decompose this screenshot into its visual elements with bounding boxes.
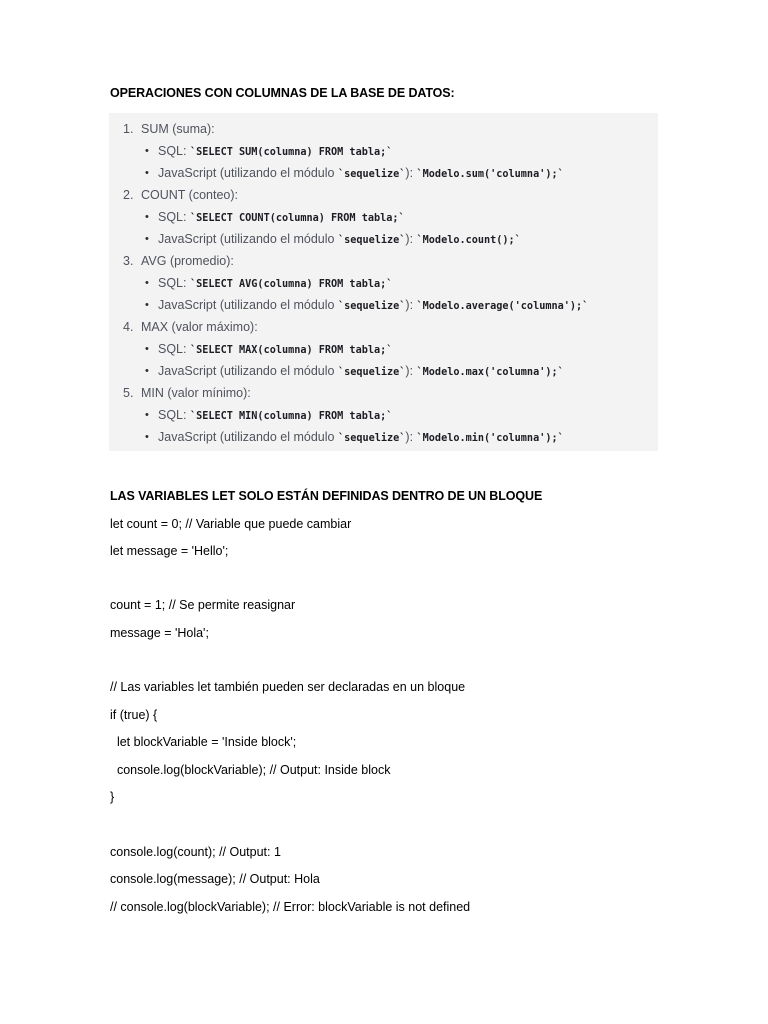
list-item-title: 1. SUM (suma): (123, 122, 215, 136)
list-item-js: • JavaScript (utilizando el módulo `sequelize`): `Modelo.average('columna');` (145, 298, 589, 312)
sql-code: `SELECT MAX(columna) FROM tabla;` (189, 345, 393, 356)
code-line: let message = 'Hello'; (110, 544, 229, 558)
section-heading-let: LAS VARIABLES LET SOLO ESTÁN DEFINIDAS DENTRO DE UN BLOQUE (110, 489, 543, 503)
code-line: // Las variables let también pueden ser declaradas en un bloque (110, 680, 466, 694)
bullet-icon: • (145, 343, 149, 355)
bullet-icon: • (145, 211, 149, 223)
list-item-js: • JavaScript (utilizando el módulo `sequelize`): `Modelo.sum('columna');` (145, 166, 564, 180)
sql-code: `SELECT COUNT(columna) FROM tabla;` (189, 213, 405, 224)
bullet-icon: • (145, 365, 149, 377)
js-code: `Modelo.max('columna');` (416, 367, 564, 378)
section-heading-operations: OPERACIONES CON COLUMNAS DE LA BASE DE DATOS: (110, 86, 455, 100)
list-item-js: • JavaScript (utilizando el módulo `sequelize`): `Modelo.count();` (145, 232, 521, 246)
sql-code: `SELECT MIN(columna) FROM tabla;` (189, 411, 393, 422)
code-line: let count = 0; // Variable que puede cambiar (110, 517, 352, 531)
bullet-icon: • (145, 299, 149, 311)
code-line: console.log(count); // Output: 1 (110, 845, 281, 859)
bullet-icon: • (145, 409, 149, 421)
list-item-title: 5. MIN (valor mínimo): (123, 386, 251, 400)
js-code: `Modelo.sum('columna');` (416, 169, 564, 180)
bullet-icon: • (145, 167, 149, 179)
operations-code-box (109, 113, 658, 451)
sql-code: `SELECT AVG(columna) FROM tabla;` (189, 279, 393, 290)
list-item-sql: • SQL: `SELECT COUNT(columna) FROM tabla;` (145, 210, 405, 224)
code-line: // console.log(blockVariable); // Error: blockVariable is not defined (110, 900, 471, 914)
bullet-icon: • (145, 145, 149, 157)
js-code: `Modelo.count();` (416, 235, 521, 246)
list-item-sql: • SQL: `SELECT MAX(columna) FROM tabla;` (145, 342, 393, 356)
bullet-icon: • (145, 431, 149, 443)
code-line: } (110, 790, 115, 804)
code-line: if (true) { (110, 708, 158, 722)
list-item-sql: • SQL: `SELECT AVG(columna) FROM tabla;` (145, 276, 393, 290)
list-item-js: • JavaScript (utilizando el módulo `sequelize`): `Modelo.max('columna');` (145, 364, 564, 378)
list-item-sql: • SQL: `SELECT MIN(columna) FROM tabla;` (145, 408, 393, 422)
code-line: console.log(message); // Output: Hola (110, 872, 320, 886)
list-item-js: • JavaScript (utilizando el módulo `sequelize`): `Modelo.min('columna');` (145, 430, 564, 444)
js-code: `Modelo.average('columna');` (416, 301, 589, 312)
code-line: message = 'Hola'; (110, 626, 209, 640)
list-item-title: 3. AVG (promedio): (123, 254, 234, 268)
code-line: console.log(blockVariable); // Output: Inside block (110, 763, 391, 777)
js-code: `Modelo.min('columna');` (416, 433, 564, 444)
list-item-title: 4. MAX (valor máximo): (123, 320, 258, 334)
code-line: count = 1; // Se permite reasignar (110, 598, 296, 612)
bullet-icon: • (145, 277, 149, 289)
list-item-title: 2. COUNT (conteo): (123, 188, 239, 202)
operations-list (109, 113, 658, 451)
sql-code: `SELECT SUM(columna) FROM tabla;` (189, 147, 393, 158)
bullet-icon: • (145, 233, 149, 245)
code-line: let blockVariable = 'Inside block'; (110, 735, 297, 749)
list-item-sql: • SQL: `SELECT SUM(columna) FROM tabla;` (145, 144, 393, 158)
